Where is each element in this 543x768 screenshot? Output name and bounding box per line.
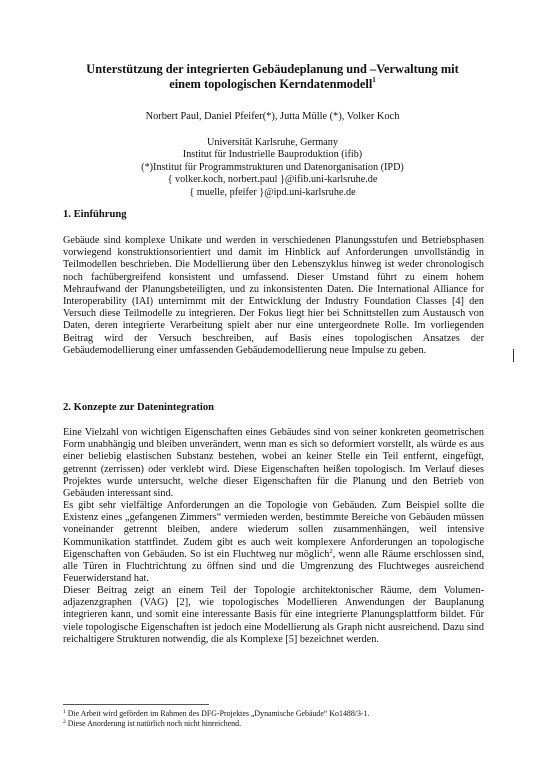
section-2-paragraph-1: Eine Vielzahl von wichtigen Eigenschaften eines Gebäudes sind von seiner konkreten geometrischen Form unabhängig und bleiben unverändert, wenn man es sich so deformiert vorstellt, als würde es aus einer beliebig elastischen Substanz bestehen, wobei an keiner Stelle ein Teil entfernt, eingefügt, getrennt (zerrissen) oder verklebt wird. Diese Eigenschaften heißen topologisch. Im Verlauf dieses Projektes wurde untersucht, welche dieser Eigenschaften für die Planung und den Betrieb von Gebäuden interessant sind. bbox=[63, 427, 484, 500]
footnote-separator bbox=[63, 704, 209, 705]
affiliation-institute-ifib: Institut für Industrielle Bauproduktion (ifib) bbox=[182, 149, 363, 161]
section-2-paragraph-2-text-b: , wenn alle Räume erschlossen sind, alle Türen in Fluchtrichtung zu öffnen sind und die Umgrenzung des Fluchtweges ausreichend Feuerwiderstand hat. bbox=[63, 548, 485, 585]
section-1-paragraph: Gebäude sind komplexe Unikate und werden in verschiedenen Planungsstufen und Betriebsphasen vorwiegend konstruktionsorientiert und damit im Hinblick auf Anforderungen unvollständig in Teilmodellen beschrieben. Die Modellierung über den Lebenszyklus hinweg ist weder chronologisch noch fachübergreifend konsistent und umfassend. Dieser Umstand führt zu einem hohem Mehraufwand der Planungsbeteiligten, und zu inkonsistenten Daten. Die International Alliance for Interoperability (IAI) unternimmt mit der Entwicklung der Industry Foundation Classes [4] den Versuch diese Teilmodelle zu integrieren. Der Fokus liegt hier bei Schnittstellen zum Austausch von Daten, deren integrierte Verarbeitung spielt aber nur eine untergeordnete Rolle. Im vorliegenden Beitrag wird der Versuch beschreiben, auf Basis eines topologischen Ansatzes der Gebäudemodellierung einer umfassenden Gebäudemodellierung neue Impulse zu geben. bbox=[63, 235, 484, 356]
affiliation-block bbox=[40, 137, 505, 199]
affiliation-university: Universität Karlsruhe, Germany bbox=[207, 137, 338, 148]
footnote-1-mark: 1 bbox=[63, 709, 66, 715]
footnote-1-text: Die Arbeit wird gefördert im Rahmen des DFG-Projektes „Dynamische Gebäude“ Ko1488/3-1. bbox=[65, 709, 370, 718]
author-list: Norbert Paul, Daniel Pfeifer(*), Jutta Mülle (*), Volker Koch bbox=[145, 111, 400, 122]
section-2-paragraph-2 bbox=[63, 500, 484, 585]
section-2-paragraph-3: Dieser Beitrag zeigt an einem Teil der Topologie architektonischer Räume, dem Volumen-adjazenzgraphen (VAG) [2], wie topologisches Modellieren Anwendungen der Bauplanung integrieren kann, und somit eine interessante Basis für eine integrierte Planungsplattform bildet. Für viele topologische Eigenschaften ist jedoch eine Modellierung als Graph nicht ausreichend. Dazu sind reichaltigere Strukturen notwendig, die als Komplexe [5] bezeichnet werden. bbox=[63, 585, 484, 645]
footnotes bbox=[63, 709, 484, 729]
title-line-2 bbox=[60, 77, 485, 92]
section-1-heading: 1. Einführung bbox=[63, 209, 127, 220]
footnote-2-mark: 2 bbox=[63, 719, 66, 725]
change-bar bbox=[513, 349, 514, 362]
footnote-2-text: Diese Anorderung ist natürlich noch nicht hinreichend. bbox=[65, 719, 242, 728]
paper-title bbox=[60, 62, 485, 92]
affiliation-email-ifib: { volker.koch, norbert.paul }@ifib.uni-karlsruhe.de bbox=[167, 174, 378, 186]
affiliation-email-ipd: { muelle, pfeifer }@ipd.uni-karlsruhe.de bbox=[189, 186, 356, 198]
affiliation-institute-ipd: (*)Institut für Programmstrukturen und Datenorganisation (IPD) bbox=[141, 161, 404, 173]
footnote-2 bbox=[63, 719, 484, 729]
section-2-heading: 2. Konzepte zur Datenintegration bbox=[63, 402, 215, 413]
section-2-paragraph-2-text-a: Es gibt sehr vielfältige Anforderungen an die Topologie von Gebäuden. Zum Beispiel sollte die Existenz eines „gefangenen Zimmers“ vermieden werden, bestimmte Bereiche von Gebäuden müssen voneinander getrennt bleiben, andere wiederum sollen zusammenhängen, weil intensive Kommunikation stattfindet. Zudem gibt es auch weit komplexere Anforderungen an topologische Eigenschaften von Gebäuden. So ist ein Fluchtweg nur möglich bbox=[63, 500, 484, 560]
footnote-ref-2: 2 bbox=[329, 547, 333, 555]
footnote-1 bbox=[63, 709, 484, 719]
title-footnote-ref: 1 bbox=[372, 76, 376, 84]
title-line-2-text: einem topologischen Kerndatenmodell bbox=[169, 77, 373, 91]
title-line-1: Unterstützung der integrierten Gebäudeplanung und –Verwaltung mit bbox=[86, 62, 459, 76]
